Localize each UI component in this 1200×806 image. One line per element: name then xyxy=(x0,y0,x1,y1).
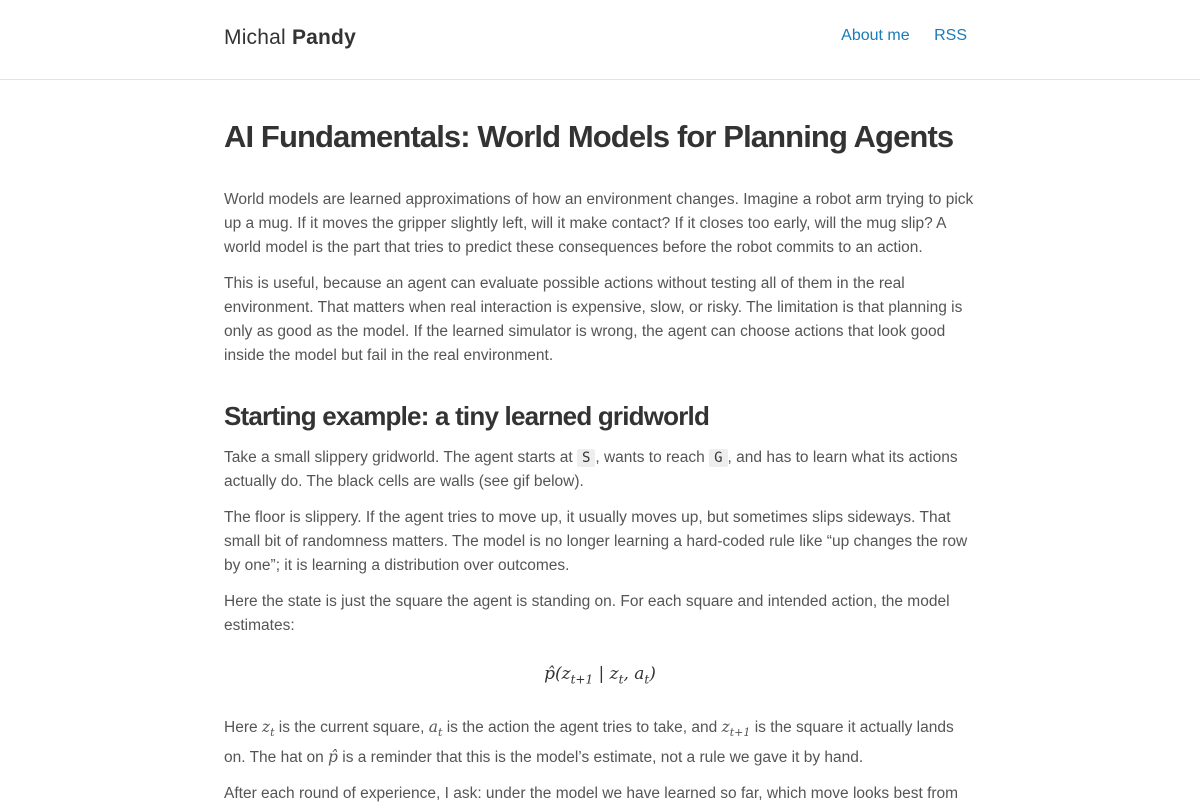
gridworld-paragraph-4: Here $z_t$ is the current square, $a_t$ is the action the agent tries to take, and $z_{t+1}$ is the square it actually lands on. The hat on p̂ is a reminder that this is the model’s estimate, not a rule we gave it by hand. xyxy=(224,718,954,767)
site-title-last: Pandy xyxy=(291,26,356,49)
gridworld-paragraph-3: Here the state is just the square the agent is standing on. For each square and intended action, the model estimates: xyxy=(224,593,950,634)
section-heading: Starting example: a tiny learned gridworld xyxy=(224,401,710,431)
goal-cell-code: G xyxy=(709,449,727,467)
gridworld-p4-text-c: is the action the agent tries to take, and xyxy=(442,719,722,736)
intro-paragraph-1: World models are learned approximations of how an environment changes. Imagine a robot arm trying to pick up a mug. If it moves the gripper slightly left, will it make contact? If it closes too early, will the mug slip? A world model is the part that tries to predict these consequences before the robot commits to an action. xyxy=(224,191,974,256)
gridworld-paragraph-1 xyxy=(224,446,976,494)
gridworld-p4-text-a: Here xyxy=(224,719,262,736)
gridworld-paragraph-5: After each round of experience, I ask: under the model we have learned so far, which move looks best from xyxy=(224,785,959,803)
start-cell-code: S xyxy=(577,449,595,467)
gridworld-p4-text-d: is the square it actually lands on. The hat on xyxy=(224,719,954,767)
post-title: AI Fundamentals: World Models for Planning Agents xyxy=(224,119,954,154)
gridworld-p1-text-c: , and has to learn what its actions actually do. The black cells are walls (see gif below). xyxy=(224,449,958,490)
gridworld-p1-text-a: Take a small slippery gridworld. The agent starts at xyxy=(224,449,577,466)
gridworld-p4-text-e: is a reminder that this is the model’s estimate, not a rule we gave it by hand. xyxy=(337,749,864,767)
site-header xyxy=(0,0,1200,80)
transition-equation: $p̂(z_{t+1}$ | $z_t$, $a_t$) xyxy=(544,664,656,687)
nav-rss-link[interactable]: RSS xyxy=(934,27,967,44)
site-nav xyxy=(821,27,967,45)
site-title-link[interactable] xyxy=(224,26,356,50)
gridworld-p1-text-b: , wants to reach xyxy=(595,449,710,466)
post-content xyxy=(224,80,976,806)
nav-about-me-link[interactable]: About me xyxy=(841,27,910,44)
site-title-first: Michal xyxy=(224,26,286,49)
intro-paragraph-2: This is useful, because an agent can evaluate possible actions without testing all of them in the real environment. That matters when real interaction is expensive, slow, or risky. The limitation is that planning is only as good as the model. If the learned simulator is wrong, the agent can choose actions that look good inside the model but fail in the real environment. xyxy=(224,275,963,364)
gridworld-paragraph-2: The floor is slippery. If the agent tries to move up, it usually moves up, but sometimes slips sideways. That small bit of randomness matters. The model is no longer learning a hard-coded rule like “up changes the row by one”; it is learning a distribution over outcomes. xyxy=(224,509,968,574)
gridworld-p4-text-b: is the current square, xyxy=(274,719,429,736)
